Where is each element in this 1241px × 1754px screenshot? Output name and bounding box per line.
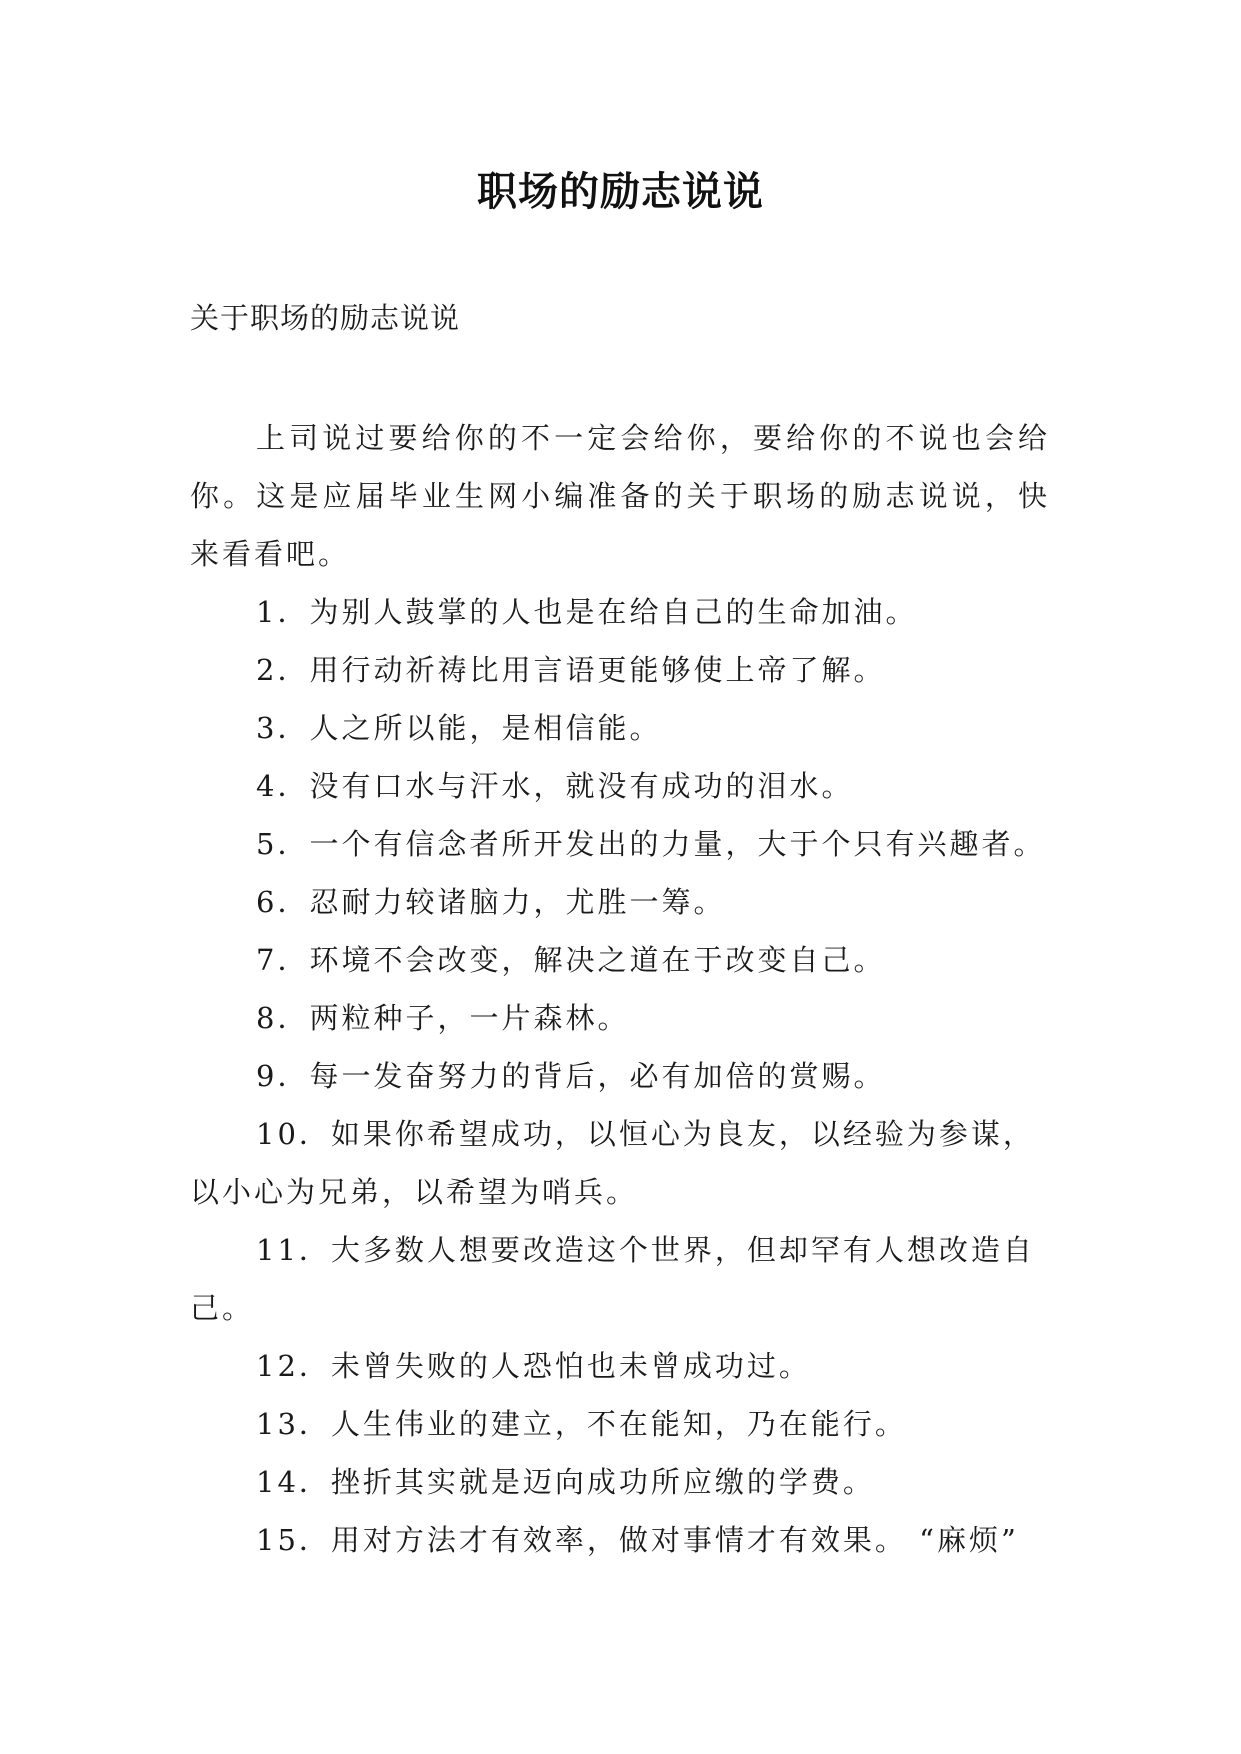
list-item: 3．人之所以能，是相信能。: [256, 711, 662, 745]
list-item: 1．为别人鼓掌的人也是在给自己的生命加油。: [256, 595, 918, 629]
list-item: 15．用对方法才有效率，做对事情才有效果。 “麻烦”: [256, 1523, 1019, 1557]
list-item: 9．每一发奋努力的背后，必有加倍的赏赐。: [256, 1059, 886, 1093]
list-item: 6．忍耐力较诸脑力，尤胜一筹。: [256, 885, 726, 919]
intro-paragraph: 上司说过要给你的不一定会给你，要给你的不说也会给你。这是应届毕业生网小编准备的关于职场的励志说说，快来看看吧。: [190, 421, 1050, 571]
document-subtitle: 关于职场的励志说说: [190, 301, 461, 335]
list-item: 5．一个有信念者所开发出的力量，大于个只有兴趣者。: [256, 827, 1046, 861]
list-item: 14．挫折其实就是迈向成功所应缴的学费。: [256, 1465, 875, 1499]
document-body: [190, 409, 1050, 1569]
list-item: 12．未曾失败的人恐怕也未曾成功过。: [256, 1349, 811, 1383]
list-item: 10．如果你希望成功，以恒心为良友，以经验为参谋，以小心为兄弟，以希望为哨兵。: [190, 1117, 1035, 1209]
list-item: 4．没有口水与汗水，就没有成功的泪水。: [256, 769, 854, 803]
list-item: 13．人生伟业的建立，不在能知，乃在能行。: [256, 1407, 907, 1441]
list-item: 11．大多数人想要改造这个世界，但却罕有人想改造自己。: [190, 1233, 1035, 1325]
list-item: 2．用行动祈祷比用言语更能够使上帝了解。: [256, 653, 886, 687]
list-item: 7．环境不会改变，解决之道在于改变自己。: [256, 943, 886, 977]
document-title: 职场的励志说说: [477, 169, 764, 215]
list-item: 8．两粒种子，一片森林。: [256, 1001, 630, 1035]
